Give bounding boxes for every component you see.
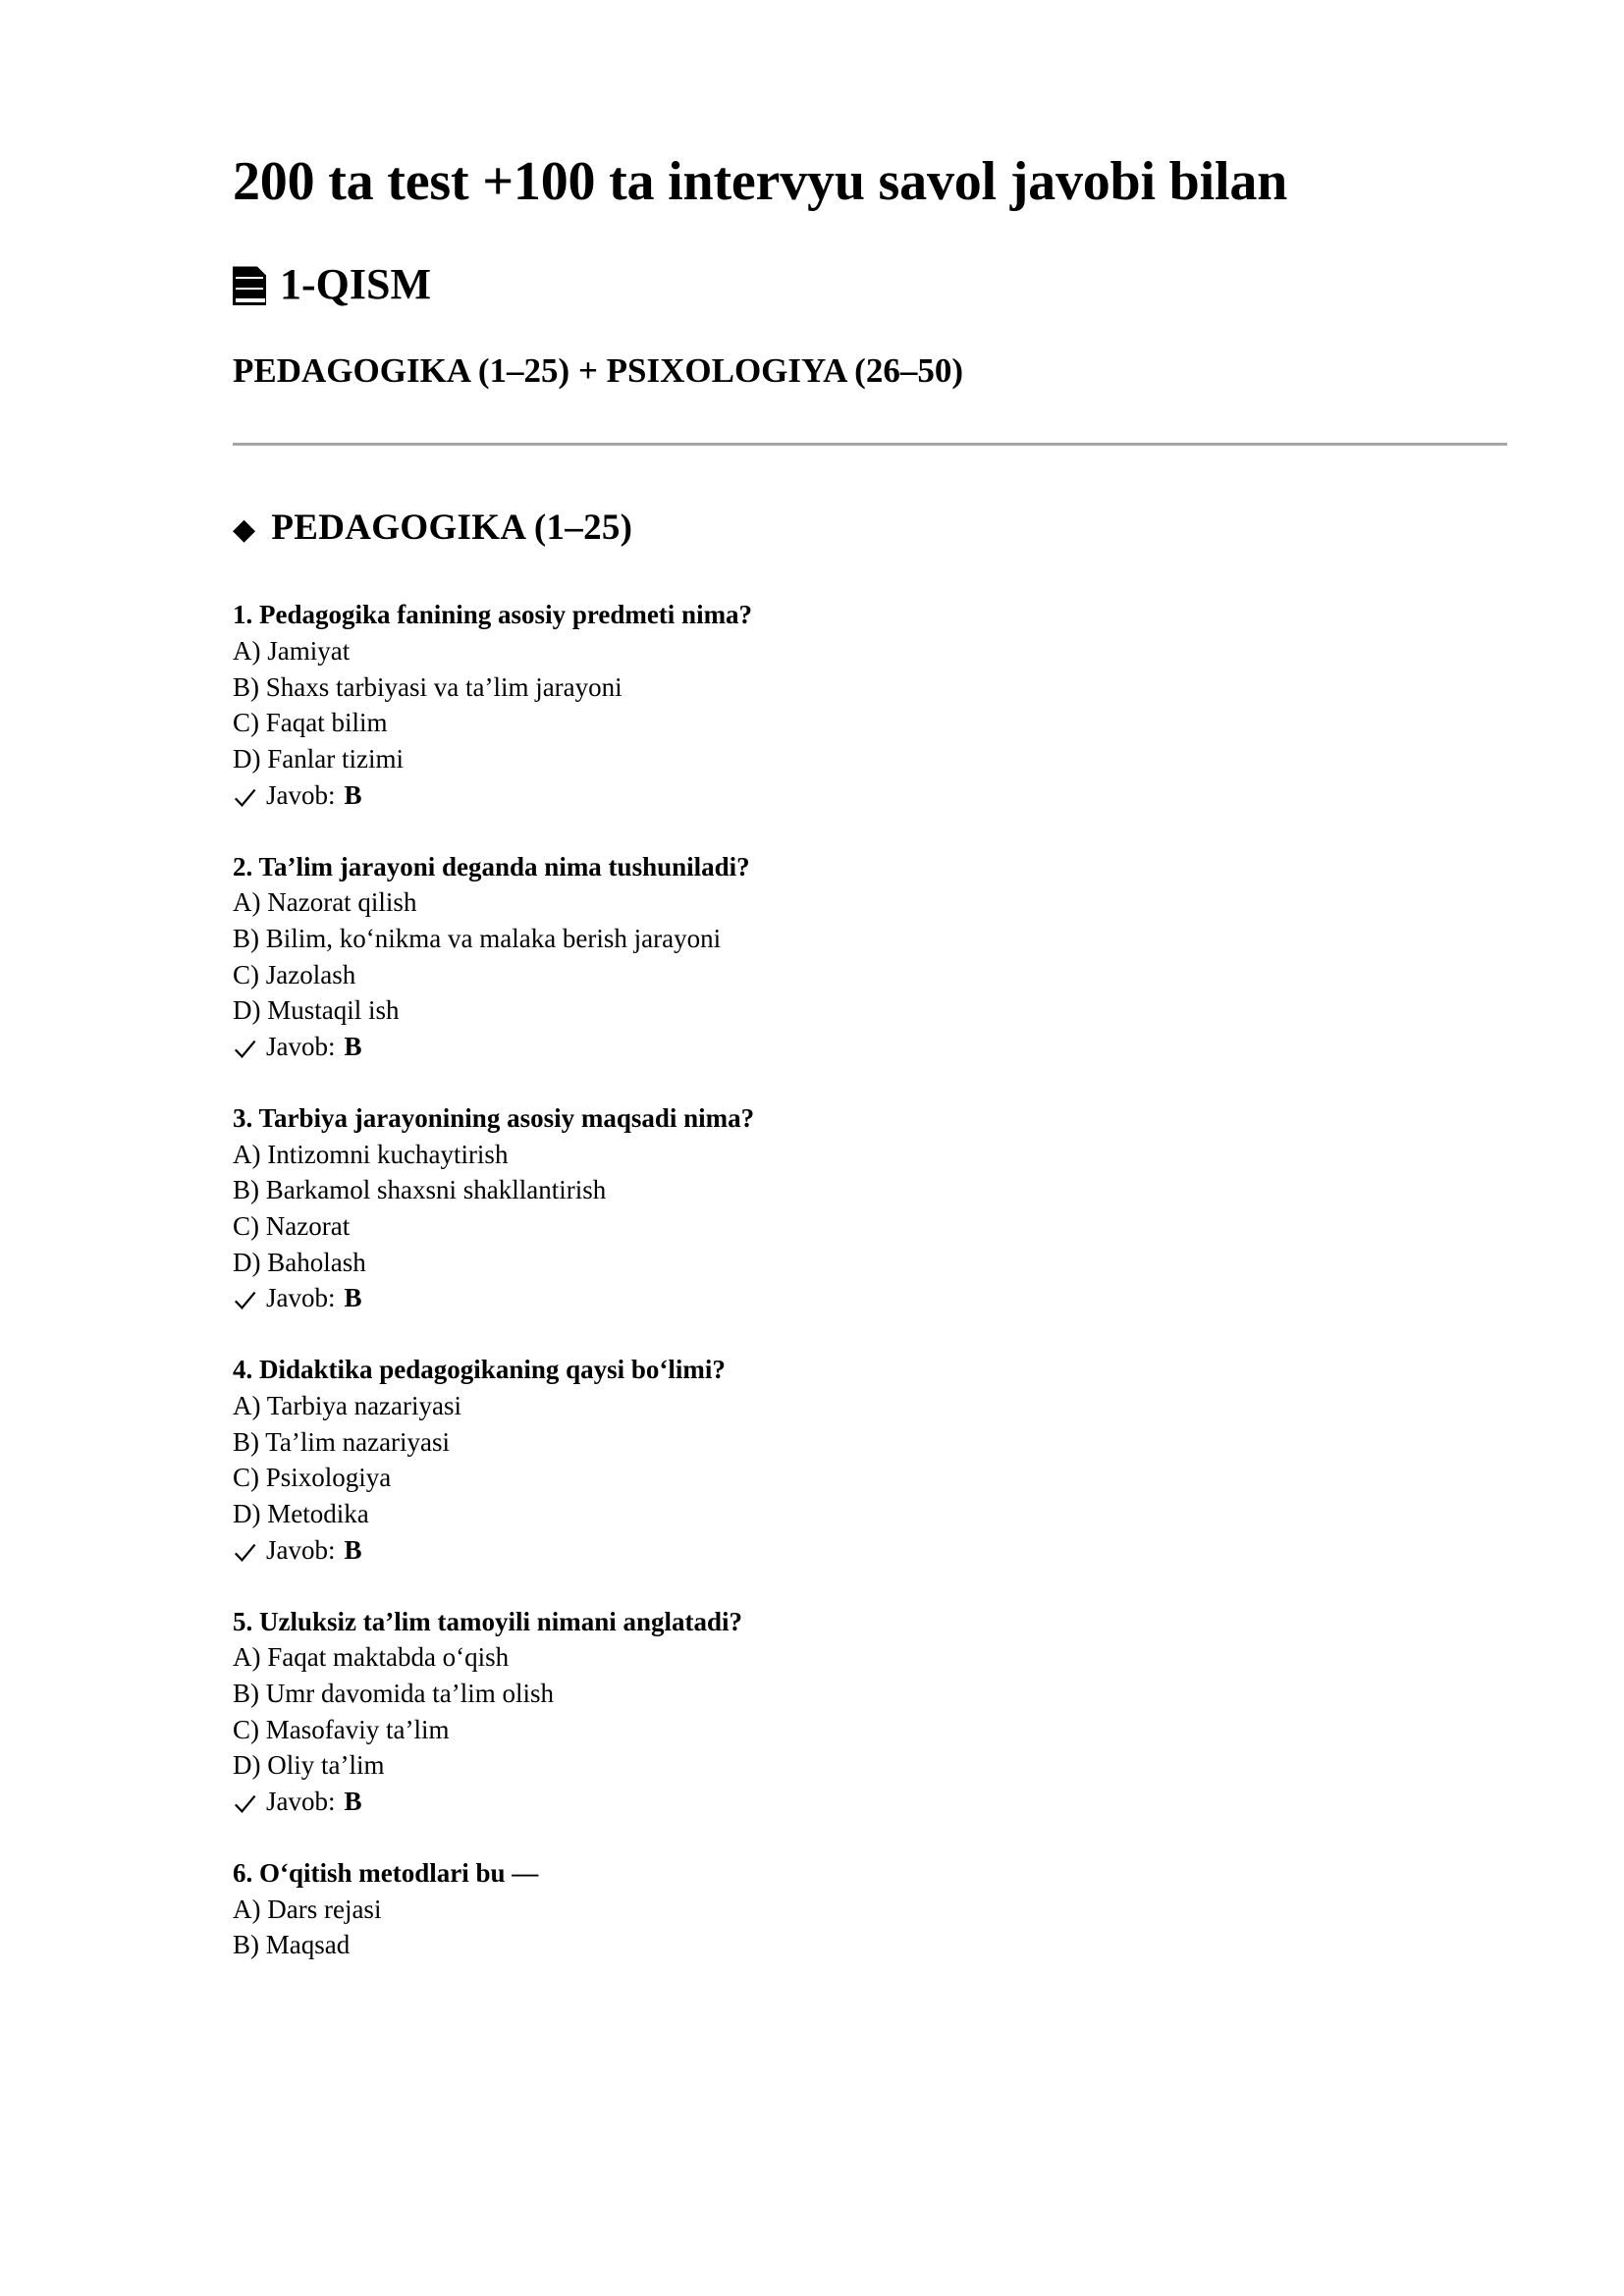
question-block <box>233 1820 1509 1963</box>
question-block <box>233 1065 1509 1316</box>
answer-line <box>233 1532 1509 1569</box>
check-mark-icon <box>233 1287 257 1311</box>
answer-option[interactable]: C) Faqat bilim <box>233 708 388 738</box>
answer-value: B <box>344 1534 362 1565</box>
question-text: 4. Didaktika pedagogikaning qaysi bo‘limi? <box>233 1355 726 1385</box>
question-text: 2. Ta’lim jarayoni deganda nima tushuniladi? <box>233 851 750 881</box>
answer-option[interactable]: B) Barkamol shaxsni shakllantirish <box>233 1175 607 1205</box>
answer-option[interactable]: A) Intizomni kuchaytirish <box>233 1139 509 1169</box>
answer-option[interactable]: B) Bilim, ko‘nikma va malaka berish jarayoni <box>233 924 722 954</box>
answer-option[interactable]: C) Masofaviy ta’lim <box>233 1714 450 1744</box>
answer-value: B <box>344 1787 362 1817</box>
answer-value: B <box>344 1032 362 1062</box>
answer-label: Javob: <box>266 1283 336 1313</box>
answer-option[interactable]: D) Baholash <box>233 1247 366 1277</box>
page-content <box>233 0 1509 1963</box>
answer-value: B <box>344 779 362 810</box>
answer-label: Javob: <box>266 779 336 810</box>
answer-line <box>233 777 1509 814</box>
page-title: 200 ta test +100 ta intervyu savol javobi bilan <box>233 151 1288 212</box>
answer-option[interactable]: B) Ta’lim nazariyasi <box>233 1426 451 1457</box>
answer-option[interactable]: A) Jamiyat <box>233 635 351 666</box>
answer-option[interactable]: D) Oliy ta’lim <box>233 1750 385 1781</box>
answer-option[interactable]: D) Mustaqil ish <box>233 995 400 1026</box>
question-list <box>233 550 1509 1963</box>
answer-label: Javob: <box>266 1534 336 1565</box>
answer-option[interactable]: A) Tarbiya nazariyasi <box>233 1390 462 1420</box>
answer-label: Javob: <box>266 1787 336 1817</box>
check-mark-icon <box>233 1790 257 1815</box>
diamond-bullet-icon: ◆ <box>233 512 256 546</box>
answer-option[interactable]: A) Nazorat qilish <box>233 887 417 918</box>
question-block <box>233 1569 1509 1820</box>
question-text: 6. O‘qitish metodlari bu — <box>233 1857 539 1888</box>
answer-line <box>233 1784 1509 1820</box>
part-heading <box>233 214 1509 311</box>
answer-option[interactable]: B) Shaxs tarbiyasi va ta’lim jarayoni <box>233 671 623 702</box>
question-block <box>233 814 1509 1065</box>
check-mark-icon <box>233 784 257 809</box>
answer-option[interactable]: A) Dars rejasi <box>233 1894 382 1924</box>
section-heading-label: PEDAGOGIKA (1–25) <box>271 507 633 548</box>
part-label: 1-QISM <box>280 260 431 309</box>
check-mark-icon <box>233 1036 257 1060</box>
answer-option[interactable]: C) Nazorat <box>233 1211 351 1242</box>
check-mark-icon <box>233 1539 257 1564</box>
answer-line <box>233 1029 1509 1065</box>
answer-option[interactable]: C) Psixologiya <box>233 1463 392 1493</box>
subject-line: PEDAGOGIKA (1–25) + PSIXOLOGIYA (26–50) <box>233 350 963 390</box>
answer-option[interactable]: A) Faqat maktabda o‘qish <box>233 1642 510 1673</box>
answer-line <box>233 1280 1509 1316</box>
answer-option[interactable]: D) Metodika <box>233 1499 369 1529</box>
answer-label: Javob: <box>266 1032 336 1062</box>
answer-option[interactable]: D) Fanlar tizimi <box>233 744 404 774</box>
answer-option[interactable]: B) Umr davomida ta’lim olish <box>233 1678 554 1708</box>
section-heading <box>233 446 1509 550</box>
question-block <box>233 550 1509 813</box>
question-block <box>233 1316 1509 1568</box>
answer-option[interactable]: C) Jazolash <box>233 959 356 989</box>
question-text: 1. Pedagogika fanining asosiy predmeti nima? <box>233 600 753 630</box>
question-text: 5. Uzluksiz ta’lim tamoyili nimani anglatadi? <box>233 1606 743 1636</box>
answer-option[interactable]: B) Maqsad <box>233 1930 351 1960</box>
question-text: 3. Tarbiya jarayonining asosiy maqsadi nima? <box>233 1102 755 1133</box>
answer-value: B <box>344 1283 362 1313</box>
notebook-icon <box>233 264 266 305</box>
